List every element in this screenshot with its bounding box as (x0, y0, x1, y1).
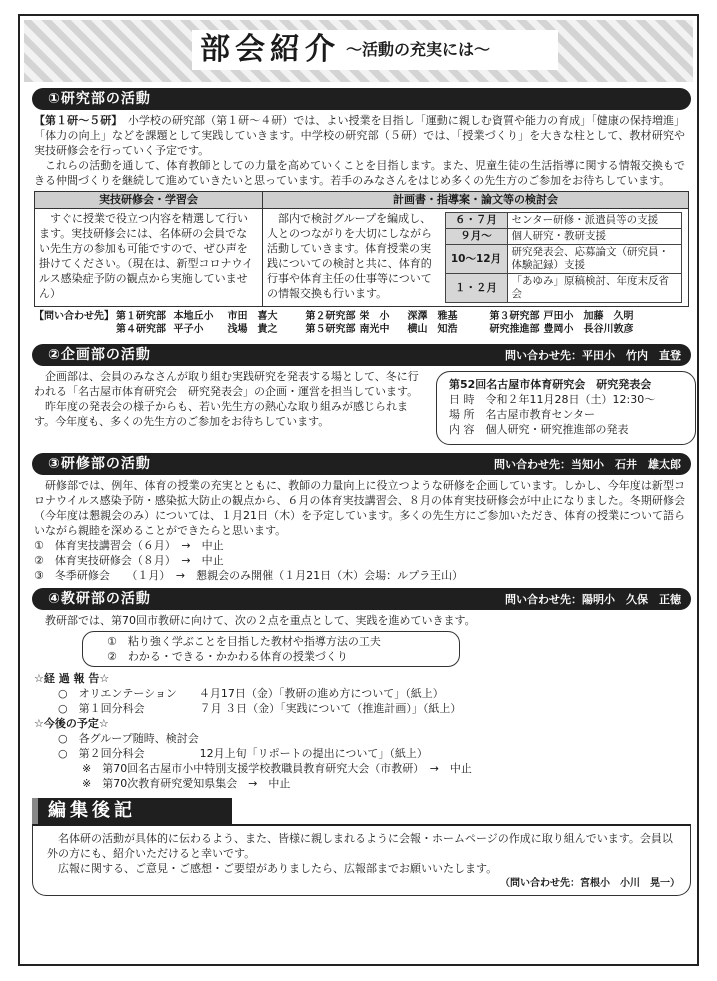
focus-point: ① 粘り強く学ぶことを目指した教材や指導方法の工夫 (107, 635, 381, 648)
planning-body (34, 369, 685, 449)
contact-row: 第４研究部 平子小 浅場 貴之 第５研究部 南光中 横山 知浩 研究推進部 豊岡小 長谷川敦彦 (116, 324, 634, 335)
training-list (34, 538, 685, 583)
editor-paragraph-1: 名体研の活動が具体的に伝わるよう、また、皆様に親しまれるように会報・ホームページの作成に取り組んでいます。会員以外の方にも、紹介いただけると幸いです。 (47, 832, 673, 860)
list-item: ③ 冬季研修会 （１月） → 懇親会のみ開催（１月21日（木）会場：ルプラ王山） (34, 569, 464, 582)
editor-note-box (32, 824, 691, 896)
research-section-title: ①研究部の活動 (48, 91, 151, 107)
focus-point: ② わかる・できる・かかわる体育の授業づくり (107, 650, 348, 663)
training-section-header (32, 453, 691, 475)
research-contacts (34, 310, 685, 336)
focus-points-box (82, 631, 460, 667)
title-box (192, 30, 558, 70)
title-band (24, 20, 693, 82)
planning-paragraph-1: 企画部は、会員のみなさんが取り組む実践研究を発表する場として、冬に行われる「名古屋市体育研究会 研究発表会」の企画・運営を担当しています。 (34, 370, 419, 398)
training-paragraph: 研修部では、例年、体育の授業の充実とともに、教師の力量向上に役立つような研修を企画しています。しかし、今年度は新型コロナウイルス感染予防・感染拡大防止の観点から、６月の体育実技講習会、８月の体育実技研修会が中止になりました。冬期研修会（今年度は懇親会のみ）については、１月21日（木）を予定しています。多くの先生方にご参加いただき、体育の授業について語らいながら親睦を深めることができたらと思います。 (34, 479, 685, 537)
page-subtitle: 〜活動の充実には〜 (346, 40, 491, 59)
editor-note-header: 編集後記 (32, 798, 232, 824)
research-lead: 【第１研〜５研】 (34, 114, 117, 127)
research-activity-table (34, 191, 689, 307)
contact-label: 【問い合わせ先】 (34, 311, 114, 322)
presentation-row: 日 時 令和２年11月28日（土）12:30〜 (449, 393, 656, 406)
page-title: 部会紹介 (200, 32, 340, 67)
practical-description: すぐに授業で役立つ内容を精選して行います。実技研修会には、名体研の会員でない先生方の参加も可能ですので、ぜひ声を掛けてください。（現在は、新型コロナウイルス感染症予防の観点から実施していません） (35, 209, 263, 307)
schedule-table (445, 212, 683, 303)
training-contact: 問い合わせ先：当知小 石井 雄太郎 (494, 458, 681, 471)
col-head-practical: 実技研修会・学習会 (35, 192, 263, 209)
presentation-info-box (436, 371, 696, 445)
presentation-row: 場 所 名古屋市教育センター (449, 408, 596, 421)
schedule-row: ９月〜 個人研究・教研支援 (445, 229, 682, 245)
progress-report-heading: ☆経 過 報 告☆ (34, 672, 110, 685)
editor-contact: （問い合わせ先：宮根小 小川 晃一） (500, 878, 680, 889)
list-item: ① 体育実技講習会（６月） → 中止 (34, 539, 224, 552)
planning-text (34, 369, 426, 429)
education-research-section-header (32, 588, 691, 610)
review-description: 部内で検討グループを編成し、人とのつながりを大切にしながら活動していきます。体育授業の実践についての検討と共に、体育的行事や体育主任の仕事等についての情報交換も行います。 (263, 209, 439, 307)
list-item: ※ 第70回名古屋市小中特別支援学校教職員教育研究大会（市教研） → 中止 (82, 762, 472, 775)
research-text-1: 小学校の研究部（第１研〜４研）では、よい授業を目指し「運動に親しむ資質や能力の育成」「健康の保持増進」「体力の向上」などを課題として実践していきます。中学校の研究部（５研）では、「授業づくり」を大きな柱として、教材研究や実技研修会を行っていく予定です。 (34, 114, 686, 157)
newsletter-page (18, 14, 699, 966)
list-item: ○ 第２回分科会 12月上旬「リポートの提出について」（紙上） (58, 747, 428, 760)
education-research-intro: 教研部では、第70回市教研に向けて、次の２点を重点として、実践を進めていきます。 (45, 614, 476, 627)
research-section-header (32, 88, 691, 110)
education-research-contact: 問い合わせ先：陽明小 久保 正徳 (505, 593, 681, 606)
contact-row: 【問い合わせ先】 第１研究部 本地丘小 市田 喜大 第２研究部 栄 小 深澤 雅基 第３研究部 戸田小 加藤 久明 (34, 311, 634, 322)
education-research-section-title: ④教研部の活動 (48, 591, 151, 607)
presentation-row: 内 容 個人研究・研究推進部の発表 (449, 423, 629, 436)
col-head-review: 計画書・指導案・論文等の検討会 (263, 192, 689, 209)
list-item: ○ オリエンテーション ４月17日（金）「教研の進め方について」（紙上） (58, 687, 444, 700)
progress-report (34, 671, 685, 791)
list-item: ※ 第70次教育研究愛知県集会 → 中止 (82, 777, 291, 790)
presentation-title: 第52回名古屋市体育研究会 研究発表会 (449, 378, 652, 391)
training-section-title: ③研修部の活動 (48, 456, 151, 472)
editor-paragraph-2: 広報に関する、ご意見・ご感想・ご要望がありましたら、広報部までお願いいたします。 (58, 862, 498, 875)
schedule-row: １・２月 「あゆみ」原稿検討、年度末反省会 (445, 274, 682, 303)
research-paragraph-2: これらの活動を通して、体育教師としての力量を高めていくことを目指します。また、児童生徒の生活指導に関する情報交換もできる仲間づくりを継続して進めていきたいと思っています。若手のみなさんをはじめ多くの先生方のご参加をお待ちしています。 (34, 159, 685, 187)
future-plan-heading: ☆今後の予定☆ (34, 717, 109, 730)
list-item: ② 体育実技研修会（８月） → 中止 (34, 554, 224, 567)
planning-section-header (32, 344, 691, 366)
research-paragraph-1 (34, 113, 685, 158)
list-item: ○ 第１回分科会 ７月 ３日（金）「実践について（推進計画）」（紙上） (58, 702, 462, 715)
schedule-row: 10〜12月 研究発表会、応募論文（研究員・体験記録）支援 (445, 245, 682, 274)
planning-contact: 問い合わせ先：平田小 竹内 直登 (505, 349, 681, 362)
schedule-row: ６・７月 センター研修・派遣員等の支援 (445, 213, 682, 229)
list-item: ○ 各グループ随時、検討会 (58, 732, 199, 745)
planning-section-title: ②企画部の活動 (48, 347, 151, 363)
planning-paragraph-2: 昨年度の発表会の様子からも、若い先生方の熱心な取り組みが感じられます。今年度も、多くの先生方のご参加をお待ちしています。 (34, 400, 408, 428)
